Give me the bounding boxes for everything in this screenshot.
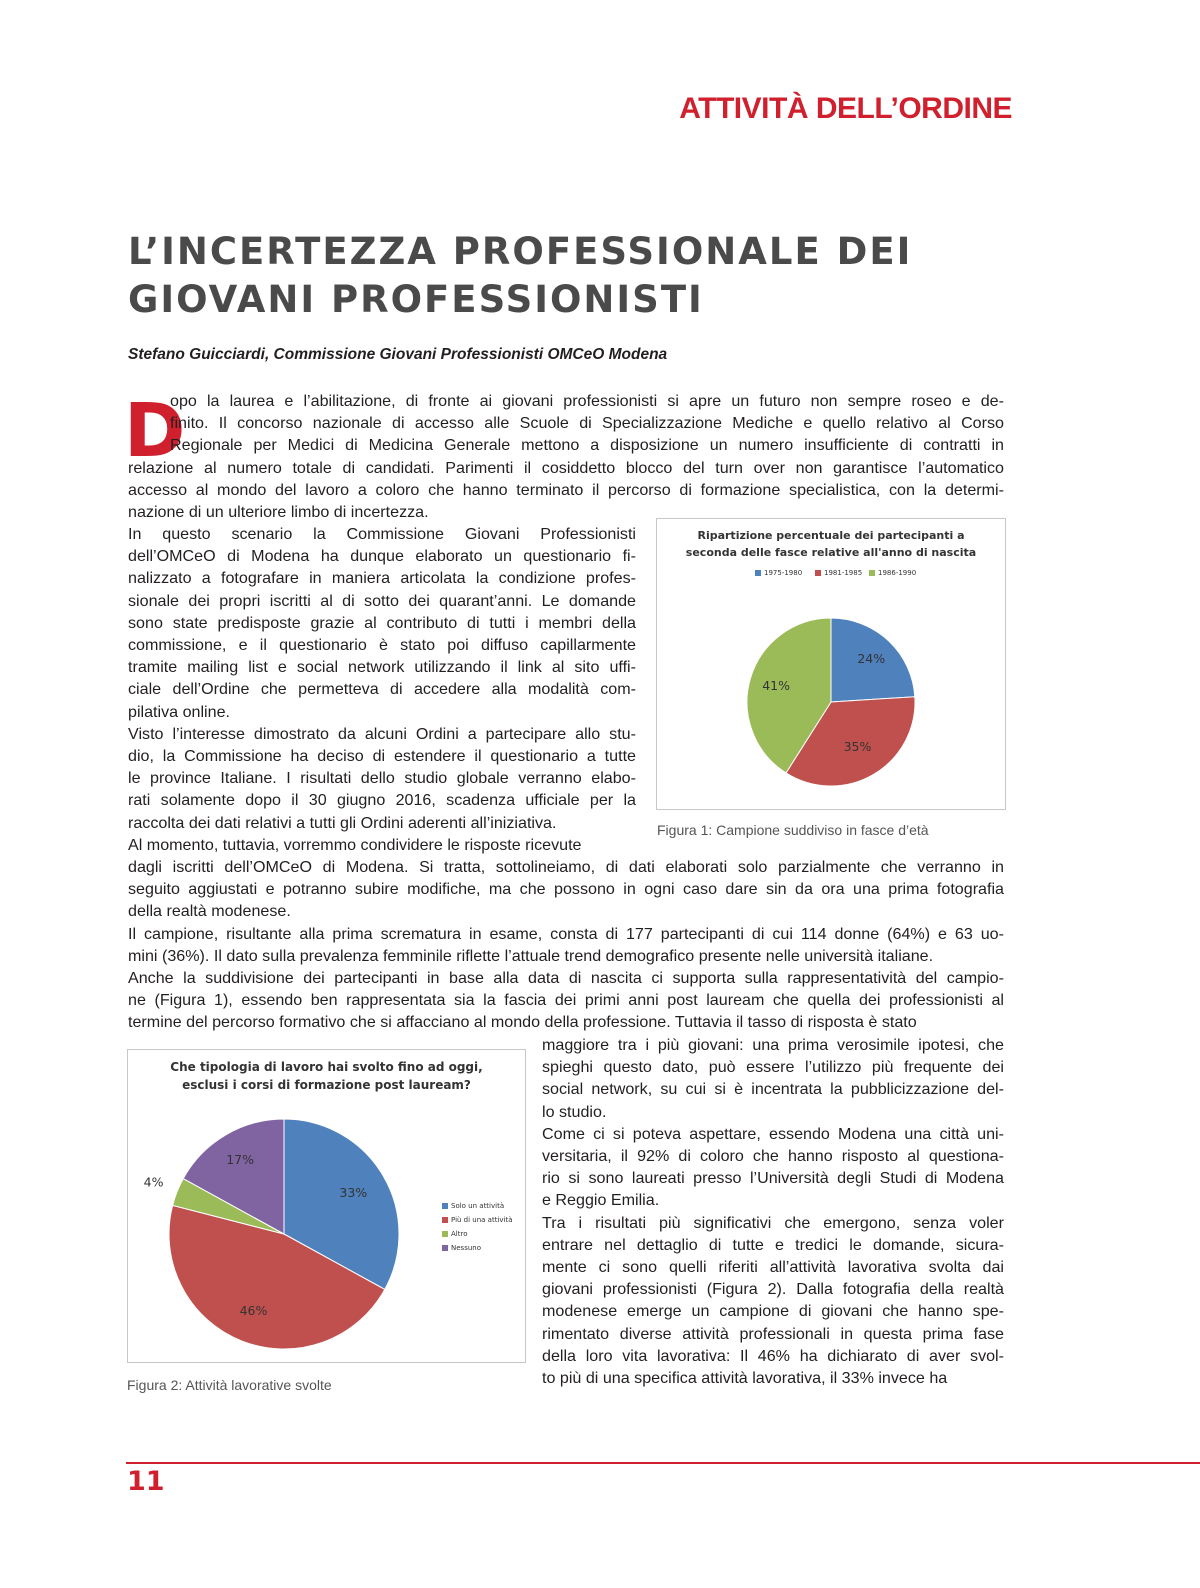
text-line: rimentato diverse attività professionali in questa prima fase	[542, 1324, 1004, 1343]
footer-rule	[126, 1462, 1200, 1464]
text-line: Il campione, risultante alla prima scrematura in esame, consta di 177 partecipanti di cui 114 donne (64%) e 63 uo-	[128, 924, 1004, 943]
text-line: maggiore tra i più giovani: una prima verosimile ipotesi, che	[542, 1036, 1004, 1054]
text-line: Visto l’interesse dimostrato da alcuni Ordini a partecipare allo stu-	[128, 724, 636, 743]
text-line: Come ci si poteva aspettare, essendo Modena una città uni-	[542, 1124, 1004, 1143]
text-line: commissione, e il questionario è stato poi diffuso capillarmente	[128, 636, 636, 655]
pie-data-label: 24%	[857, 651, 886, 667]
figure-1-title-line1: Ripartizione percentuale dei partecipanti a	[697, 529, 965, 542]
text-line: opo la laurea e l’abilitazione, di fronte ai giovani professionisti si apre un futuro non sempre roseo e de-	[170, 392, 1004, 410]
figure-2-pie	[128, 1050, 525, 1362]
figure-2-chart	[127, 1049, 526, 1363]
text-line: spieghi questo dato, può essere l’utilizzo più frequente dei	[542, 1058, 1004, 1077]
text-line: rati solamente dopo il 30 giugno 2016, scadenza ufficiale per la	[128, 791, 636, 810]
intro-paragraph	[128, 390, 1004, 523]
article-author: Stefano Guicciardi, Commissione Giovani Professionisti OMCeO Modena	[128, 346, 668, 363]
text-line: dagli iscritti dell’OMCeO di Modena. Si tratta, sottolineiamo, di dati elaborati solo parzialmente che verranno in	[128, 858, 1004, 876]
text-line: accesso al mondo del lavoro a coloro che hanno terminato il percorso di formazione specialistica, con la determi-	[128, 480, 1004, 499]
text-line: Anche la suddivisione dei partecipanti in base alla data di nascita ci supporta sulla rappresentatività del campio-	[128, 969, 1004, 988]
figure-2-caption: Figura 2: Attività lavorative svolte	[127, 1377, 332, 1393]
pie-data-label: 33%	[339, 1185, 368, 1201]
section-title: ATTIVITÀ DELL’ORDINE	[679, 92, 1012, 125]
text-line: pilativa online.	[128, 702, 230, 721]
figure-1-chart	[656, 518, 1006, 810]
legend-label: Solo un attività	[451, 1202, 505, 1210]
right-column-text	[542, 1034, 1004, 1389]
article-title-line1: L’INCERTEZZA PROFESSIONALE DEI	[128, 230, 913, 273]
figure-1-title-line2: seconda delle fasce relative all'anno di nascita	[685, 546, 977, 559]
article-title-line2: GIOVANI PROFESSIONISTI	[128, 278, 704, 321]
text-line: Regionale per Medici di Medicina Generale mettono a disposizione un numero insufficiente di contratti in	[170, 436, 1004, 455]
text-line: entrare nel dettaglio di tutte e tredici le domande, sicura-	[542, 1235, 1004, 1254]
text-line: della realtà modenese.	[128, 902, 291, 921]
text-line: mini (36%). Il dato sulla prevalenza femminile riflette l’attuale trend demografico presente nelle università italiane.	[128, 946, 934, 965]
text-line: lo studio.	[542, 1102, 607, 1121]
pie-data-label: 4%	[143, 1174, 164, 1190]
text-line: nalizzato a fotografare in maniera articolata la condizione profes-	[128, 569, 636, 588]
pie-data-label: 35%	[843, 738, 872, 754]
pie-data-label: 17%	[226, 1151, 254, 1167]
text-line: social network, su cui si è incentrata la pubblicizzazione del-	[542, 1080, 1004, 1099]
text-line: finito. Il concorso nazionale di accesso alle Scuole di Specializzazione Mediche e quello relativo al Corso	[170, 414, 1004, 433]
left-column-text	[128, 523, 636, 856]
pie-data-label: 46%	[239, 1302, 268, 1318]
article-title	[128, 228, 1028, 324]
text-line: della loro vita lavorativa: Il 46% ha dichiarato di aver svol-	[542, 1346, 1004, 1365]
text-line: termine del percorso formativo che si affacciano al mondo della professione. Tuttavia il tasso di risposta è stato	[128, 1013, 917, 1032]
text-line: sionale dei propri iscritti al di sotto dei quarant’anni. Le domande	[128, 591, 636, 610]
drop-cap: D	[124, 388, 186, 474]
legend-label: 1975-1980	[764, 569, 803, 577]
text-line: Tra i risultati più significativi che emergono, senza voler	[542, 1213, 1004, 1232]
text-line: sono state predisposte grazie al contributo di tutti i membri della	[128, 613, 636, 632]
text-line: versitaria, il 92% di coloro che hanno risposto al questiona-	[542, 1147, 1004, 1166]
page-number: 11	[127, 1466, 165, 1497]
text-line: ne (Figura 1), essendo ben rappresentata sia la fascia dei primi anni post lauream che quella dei professionisti al	[128, 991, 1004, 1010]
legend-label: Altro	[451, 1230, 468, 1238]
pie-data-label: 41%	[762, 678, 791, 694]
text-line: dio, la Commissione ha deciso di estendere il questionario a tutte	[128, 747, 636, 766]
text-line: e Reggio Emilia.	[542, 1191, 660, 1210]
text-line: to più di una specifica attività lavorativa, il 33% invece ha	[542, 1369, 948, 1388]
legend-label: Più di una attività	[451, 1216, 513, 1224]
figure-1-pie	[657, 519, 1005, 809]
text-line: seguito aggiustati e potranno subire modifiche, ma che possono in ogni caso dare sin da ora una prima fotografia	[128, 880, 1004, 899]
text-line: modenese emerge un campione di giovani che hanno spe-	[542, 1302, 1004, 1321]
full-width-text	[128, 856, 1004, 1034]
text-line: mente ci sono quelli riferiti all’attività lavorativa svolta dai	[542, 1258, 1004, 1277]
text-line: In questo scenario la Commissione Giovani Professionisti	[128, 525, 636, 543]
text-line: nazione di un ulteriore limbo di incertezza.	[128, 503, 429, 522]
text-line: rio si sono laureati presso l’Università degli Studi di Modena	[542, 1169, 1004, 1188]
text-line: relazione al numero totale di candidati. Parimenti il cosiddetto blocco del turn over non garantisce l’automatico	[128, 458, 1004, 477]
text-line: giovani professionisti (Figura 2). Dalla fotografia della realtà	[542, 1280, 1004, 1299]
figure-1-caption: Figura 1: Campione suddiviso in fasce d’età	[657, 822, 929, 838]
legend-label: 1986-1990	[878, 569, 917, 577]
text-line: Al momento, tuttavia, vorremmo condividere le risposte ricevute	[128, 835, 582, 854]
legend-label: Nessuno	[451, 1244, 481, 1252]
figure-2-title-line1: Che tipologia di lavoro hai svolto fino ad oggi,	[170, 1060, 483, 1074]
text-line: tramite mailing list e social network utilizzando il link al sito uffi-	[128, 658, 636, 677]
text-line: ciale dell’Ordine che permetteva di accedere alla modalità com-	[128, 680, 636, 699]
text-line: dell’OMCeO di Modena ha dunque elaborato un questionario fi-	[128, 547, 636, 566]
text-line: le province Italiane. I risultati dello studio globale verranno elabo-	[128, 769, 636, 788]
figure-2-title-line2: esclusi i corsi di formazione post lauream?	[182, 1078, 471, 1092]
text-line: raccolta dei dati relativi a tutti gli Ordini aderenti all’iniziativa.	[128, 813, 557, 832]
legend-label: 1981-1985	[824, 569, 863, 577]
